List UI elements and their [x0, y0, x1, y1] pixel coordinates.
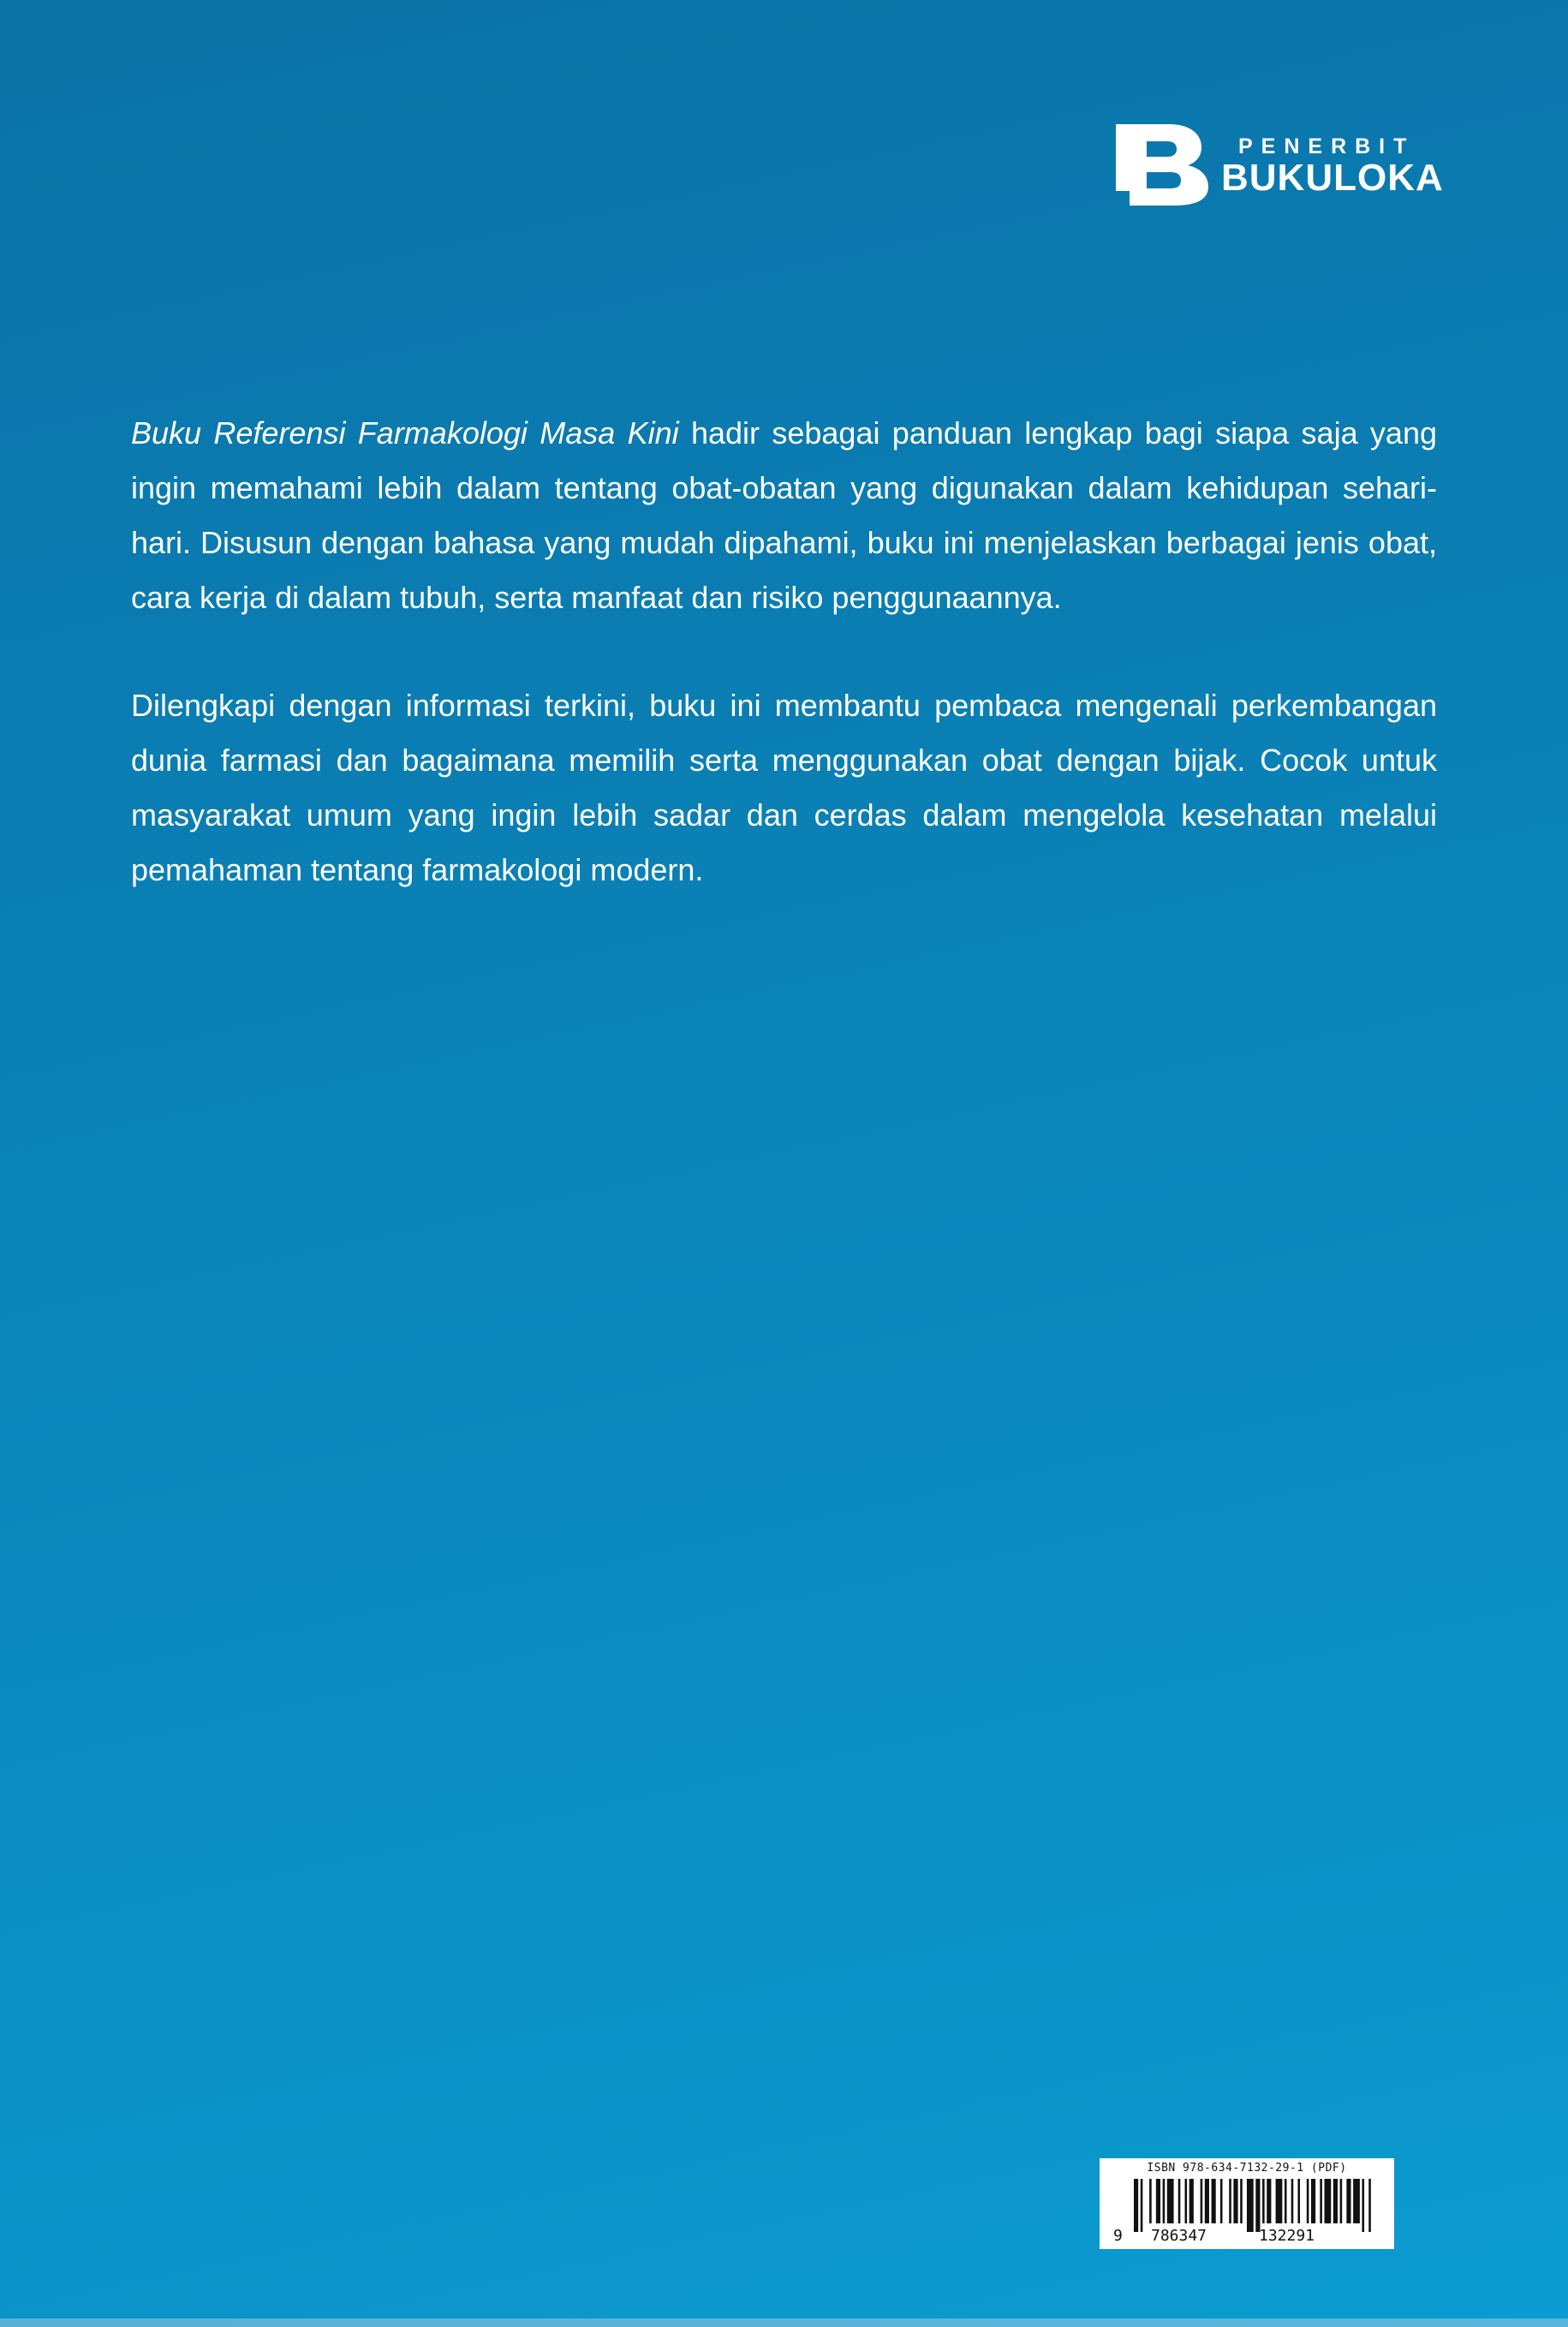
- publisher-label: PENERBIT: [1238, 134, 1416, 158]
- barcode-bar: [1291, 2179, 1294, 2223]
- barcode-bar: [1276, 2179, 1283, 2223]
- book-title: Buku Referensi Farmakologi Masa Kini: [131, 415, 679, 450]
- blurb-paragraph-1: [131, 406, 1437, 625]
- barcode-bar: [1229, 2179, 1231, 2223]
- barcode-bar: [1185, 2179, 1188, 2223]
- barcode-left-digits: 786347: [1151, 2227, 1207, 2245]
- barcode-bar: [1362, 2179, 1364, 2232]
- book-blurb: [131, 406, 1437, 898]
- barcode-bar: [1346, 2179, 1350, 2223]
- barcode-bar: [1141, 2179, 1143, 2232]
- barcode-bar: [1189, 2179, 1194, 2223]
- barcode-bar: [1267, 2179, 1271, 2223]
- barcode-bar: [1149, 2179, 1152, 2223]
- barcode-bar: [1262, 2179, 1265, 2223]
- barcode-bar: [1340, 2179, 1343, 2223]
- publisher-logo: [1116, 124, 1444, 206]
- barcode-bar: [1324, 2179, 1331, 2223]
- barcode-bar: [1311, 2179, 1315, 2223]
- barcode-bar: [1368, 2179, 1371, 2232]
- barcode-bar: [1220, 2179, 1223, 2223]
- barcode-bar: [1205, 2179, 1209, 2223]
- isbn-label: ISBN 978-634-7132-29-1 (PDF): [1147, 2162, 1347, 2175]
- barcode-bar: [1156, 2179, 1160, 2223]
- barcode-bar: [1201, 2179, 1203, 2223]
- isbn-barcode: [1100, 2158, 1394, 2249]
- barcode-first-digit: 9: [1113, 2227, 1123, 2245]
- publisher-name: BUKULOKA: [1221, 157, 1444, 199]
- barcode-bar: [1255, 2179, 1260, 2232]
- publisher-b-logo-icon: [1116, 124, 1210, 206]
- barcode-right-digits: 132291: [1259, 2227, 1315, 2245]
- barcode-bar: [1212, 2179, 1216, 2223]
- barcode-bar: [1247, 2179, 1254, 2232]
- barcode-bars-icon: [1134, 2179, 1375, 2232]
- bottom-edge-strip: [0, 2318, 1568, 2327]
- barcode-bar: [1353, 2179, 1360, 2223]
- barcode-bar: [1307, 2179, 1309, 2223]
- barcode-bar: [1333, 2179, 1338, 2223]
- barcode-bar: [1163, 2179, 1166, 2223]
- barcode-bar: [1320, 2179, 1322, 2223]
- blurb-paragraph-1-text: hadir sebagai panduan lengkap bagi siapa saja yang ingin memahami lebih dalam tentang obat-obatan yang digunakan dalam kehidupan sehari-hari. Disusun dengan bahasa yang mudah dipahami, buku ini menjelaskan berbagai jenis obat, cara kerja di dalam tubuh, serta manfaat dan risiko penggunaannya.: [131, 415, 1437, 615]
- barcode-bar: [1297, 2179, 1300, 2223]
- barcode-bar: [1240, 2179, 1243, 2223]
- barcode-bar: [1178, 2179, 1181, 2223]
- barcode-bar: [1167, 2179, 1174, 2223]
- barcode-bar: [1233, 2179, 1237, 2223]
- blurb-paragraph-2: Dilengkapi dengan informasi terkini, buku ini membantu pembaca mengenali perkembangan dunia farmasi dan bagaimana memilih serta menggunakan obat dengan bijak. Cocok untuk masyarakat umum yang ingin lebih sadar dan cerdas dalam mengelola kesehatan melalui pemahaman tentang farmakologi modern.: [131, 688, 1437, 887]
- barcode-bar: [1134, 2179, 1138, 2232]
- barcode-bar: [1285, 2179, 1287, 2223]
